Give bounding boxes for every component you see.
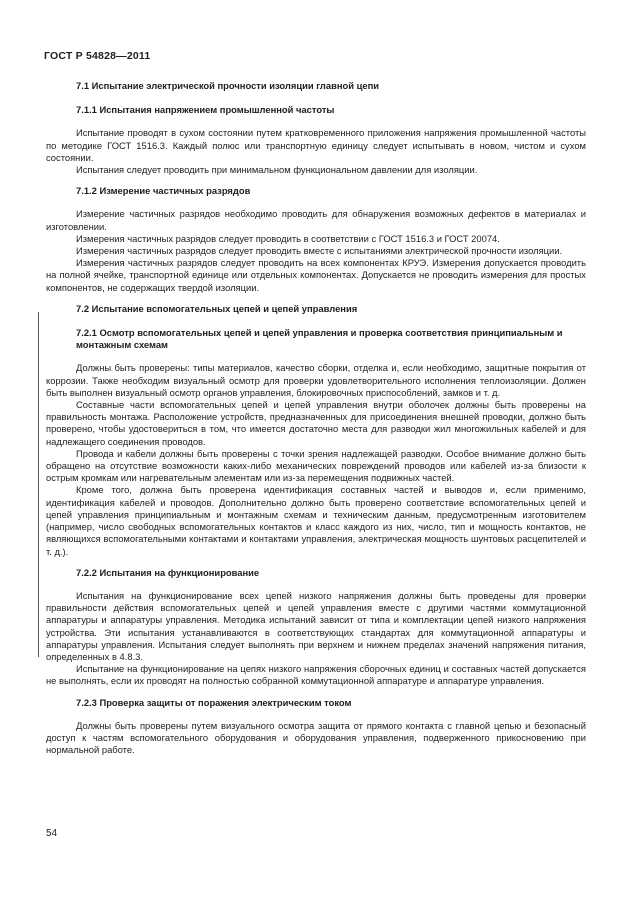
page-number: 54 bbox=[46, 828, 58, 839]
heading-7-1-2: 7.1.2 Измерение частичных разрядов bbox=[76, 185, 251, 197]
heading-7-1: 7.1 Испытание электрической прочности изоляции главной цепи bbox=[76, 80, 380, 91]
paragraph: Провода и кабели должны быть проверены с точки зрения надлежащей разводки. Особое внимание должно быть обращено на отсутствие возможности каких-либо механических повреждений проводов или кабелей из-за близости к острым кромкам или нагревательным элементам или из-за перемещения подвижных частей. bbox=[46, 447, 586, 484]
heading-7-2-2: 7.2.2 Испытания на функционирование bbox=[76, 566, 260, 578]
document-code-header: ГОСТ Р 54828—2011 bbox=[44, 50, 151, 62]
heading-7-2-1: 7.2.1 Осмотр вспомогательных цепей и цепей управления и проверка соответствия принципиальным и монтажным схемам bbox=[76, 327, 563, 351]
paragraph: Измерения частичных разрядов следует проводить вместе с испытаниями электрической прочности изоляции. bbox=[76, 245, 563, 257]
heading-7-1-1: 7.1.1 Испытания напряжением промышленной частоты bbox=[76, 104, 335, 116]
document-body bbox=[46, 80, 586, 756]
heading-7-2-3: 7.2.3 Проверка защиты от поражения электрическим током bbox=[76, 696, 352, 708]
paragraph: Испытания на функционирование всех цепей низкого напряжения должны быть проведены для проверки правильности действия вспомогательных цепей и цепей управления вместе с другими частями коммутационной аппаратуры и аппаратуры управления. Методика испытаний зависит от типа и комплектации цепей низкого напряжения устройства. Эти испытания устанавливаются в соответствующих стандартах для коммутационной аппаратуры и аппаратуры управления. Испытания следует выполнять при верхнем и нижнем пределах значений напряжения питания, определенных в 4.8.3. bbox=[46, 589, 586, 662]
heading-7-2: 7.2 Испытание вспомогательных цепей и цепей управления bbox=[76, 302, 358, 314]
paragraph: Испытания следует проводить при минимальном функциональном давлении для изоляции. bbox=[76, 164, 478, 176]
paragraph: Испытание на функционирование на цепях низкого напряжения сборочных единиц и составных частей допускается не выполнять, если их проводят на полностью собранной коммутационной аппаратуре и аппаратуре управления. bbox=[46, 663, 586, 687]
paragraph: Кроме того, должна быть проверена идентификация составных частей и выводов и, если применимо, идентификация кабелей и проводов. Дополнительно должно быть проверено соответствие вспомогательных цепей и цепей управления принципиальным и монтажным схемам и техническим данным, предусмотренным изготовителем (например, число свободных вспомогательных контактов и класс каждого из них, число, тип и мощность контактов, не являющихся вспомогательными контактами и контактами управления, электрическая мощность шунтовых расцепителей и т. д.). bbox=[46, 484, 586, 557]
paragraph: Измерения частичных разрядов следует проводить на всех компонентах КРУЭ. Измерения допускается проводить на полной ячейке, транспортной единице или отдельных компонентах. Допускается не проводить измерения для простых компонентов, не содержащих твердой изоляции. bbox=[46, 257, 586, 293]
change-bar bbox=[38, 312, 39, 657]
paragraph: Измерение частичных разрядов необходимо проводить для обнаружения возможных дефектов в материалах и изготовлении. bbox=[46, 208, 586, 232]
paragraph: Измерения частичных разрядов следует проводить в соответствии с ГОСТ 1516.3 и ГОСТ 20074. bbox=[76, 232, 500, 244]
paragraph: Испытание проводят в сухом состоянии путем кратковременного приложения напряжения промышленной частоты по методике ГОСТ 1516.3. Каждый полюс или транспортную единицу следует испытывать в новом, чистом и сухом состоянии. bbox=[46, 127, 586, 163]
paragraph: Составные части вспомогательных цепей и цепей управления внутри оболочек должны быть проверены на правильность монтажа. Расположение устройств, предназначенных для присоединения внешней проводки, должно быть проверено, чтобы удостовериться в том, что имеется достаточно места для разводки жил многожильных кабелей и для надлежащего соединения проводов. bbox=[46, 399, 586, 447]
paragraph: Должны быть проверены путем визуального осмотра защита от прямого контакта с главной цепью и безопасный доступ к частям вспомогательного оборудования и оборудования управления, подверженного прикосновению при нормальной работе. bbox=[46, 719, 586, 756]
paragraph: Должны быть проверены: типы материалов, качество сборки, отделка и, если необходимо, защитные покрытия от коррозии. Также необходим визуальный осмотр для проверки удовлетворительного исполнения теплоизоляции. Должен быть выполнен визуальный осмотр органов управления, блокировочных приспособлений, замков и т. д. bbox=[46, 362, 586, 398]
